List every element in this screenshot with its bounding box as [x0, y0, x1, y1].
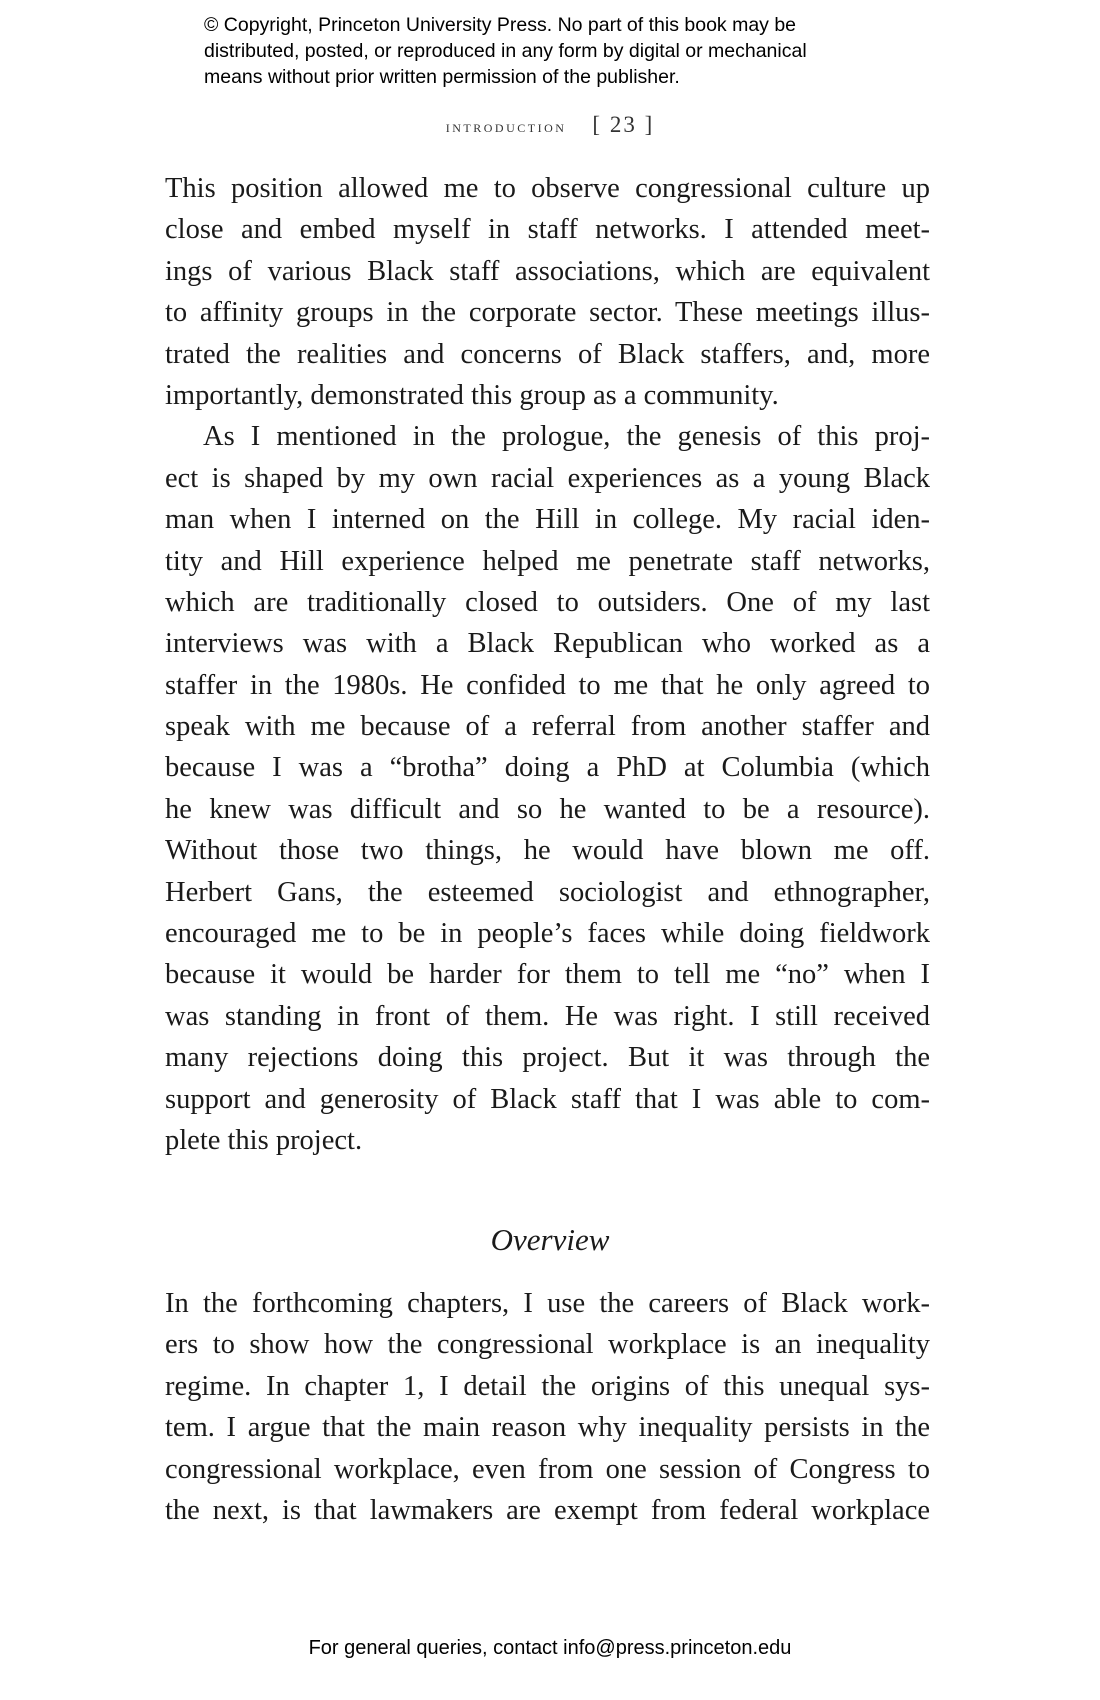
text-line: ers to show how the congressional workplace is an inequality — [165, 1329, 930, 1361]
copyright-line: means without prior written permission of the publisher. — [204, 66, 680, 88]
text-line: ings of various Black staff associations, which are equivalent — [165, 255, 930, 287]
footer-contact: For general queries, contact info@press.princeton.edu — [308, 1637, 792, 1659]
section-heading: Overview — [490, 1222, 610, 1257]
paragraph-2 — [165, 416, 930, 1161]
text-line: speak with me because of a referral from another staffer and — [165, 711, 930, 743]
text-line: tity and Hill experience helped me penetrate staff networks, — [165, 545, 930, 577]
text-line: because it would be harder for them to tell me “no” when I — [165, 959, 930, 991]
text-line: In the forthcoming chapters, I use the careers of Black work- — [165, 1288, 930, 1319]
text-line: plete this project. — [165, 1124, 363, 1156]
copyright-line: © Copyright, Princeton University Press. No part of this book may be — [204, 14, 797, 36]
body-text-upper — [165, 168, 930, 1161]
paragraph-1 — [165, 168, 930, 416]
text-line: many rejections doing this project. But it was through the — [165, 1042, 930, 1074]
running-head — [0, 112, 1100, 138]
text-line: interviews was with a Black Republican who worked as a — [165, 628, 930, 660]
copyright-notice — [204, 12, 924, 90]
text-line: importantly, demonstrated this group as a community. — [165, 379, 779, 411]
text-line: tem. I argue that the main reason why inequality persists in the — [165, 1412, 930, 1444]
text-line: was standing in front of them. He was right. I still received — [165, 1000, 930, 1032]
text-line: congressional workplace, even from one session of Congress to — [165, 1453, 930, 1485]
text-line: support and generosity of Black staff that I was able to com- — [165, 1083, 930, 1115]
text-line: close and embed myself in staff networks. I attended meet- — [165, 214, 930, 246]
text-line: because I was a “brotha” doing a PhD at Columbia (which — [165, 752, 930, 784]
page-number: [ 23 ] — [592, 112, 655, 137]
text-line: regime. In chapter 1, I detail the origins of this unequal sys- — [165, 1370, 930, 1402]
body-text-lower — [165, 1283, 930, 1531]
text-line: staffer in the 1980s. He confided to me that he only agreed to — [165, 669, 930, 701]
text-line: ect is shaped by my own racial experiences as a young Black — [165, 462, 930, 494]
text-line: encouraged me to be in people’s faces while doing fieldwork — [165, 918, 930, 950]
text-line: which are traditionally closed to outsiders. One of my last — [165, 586, 930, 618]
text-line: Herbert Gans, the esteemed sociologist and ethnographer, — [165, 876, 930, 908]
text-line: man when I interned on the Hill in college. My racial iden- — [165, 504, 930, 536]
text-line: trated the realities and concerns of Black staffers, and, more — [165, 338, 930, 370]
running-head-section: introduction — [445, 117, 567, 136]
copyright-line: distributed, posted, or reproduced in any form by digital or mechanical — [204, 40, 807, 62]
text-line: As I mentioned in the prologue, the genesis of this proj- — [203, 421, 930, 453]
paragraph-3 — [165, 1283, 930, 1531]
text-line: he knew was difficult and so he wanted to be a resource). — [165, 793, 930, 825]
text-line: Without those two things, he would have blown me off. — [165, 835, 930, 867]
text-line: This position allowed me to observe congressional culture up — [165, 173, 930, 204]
text-line: the next, is that lawmakers are exempt from federal workplace — [165, 1494, 930, 1526]
text-line: to affinity groups in the corporate sector. These meetings illus- — [165, 297, 930, 329]
